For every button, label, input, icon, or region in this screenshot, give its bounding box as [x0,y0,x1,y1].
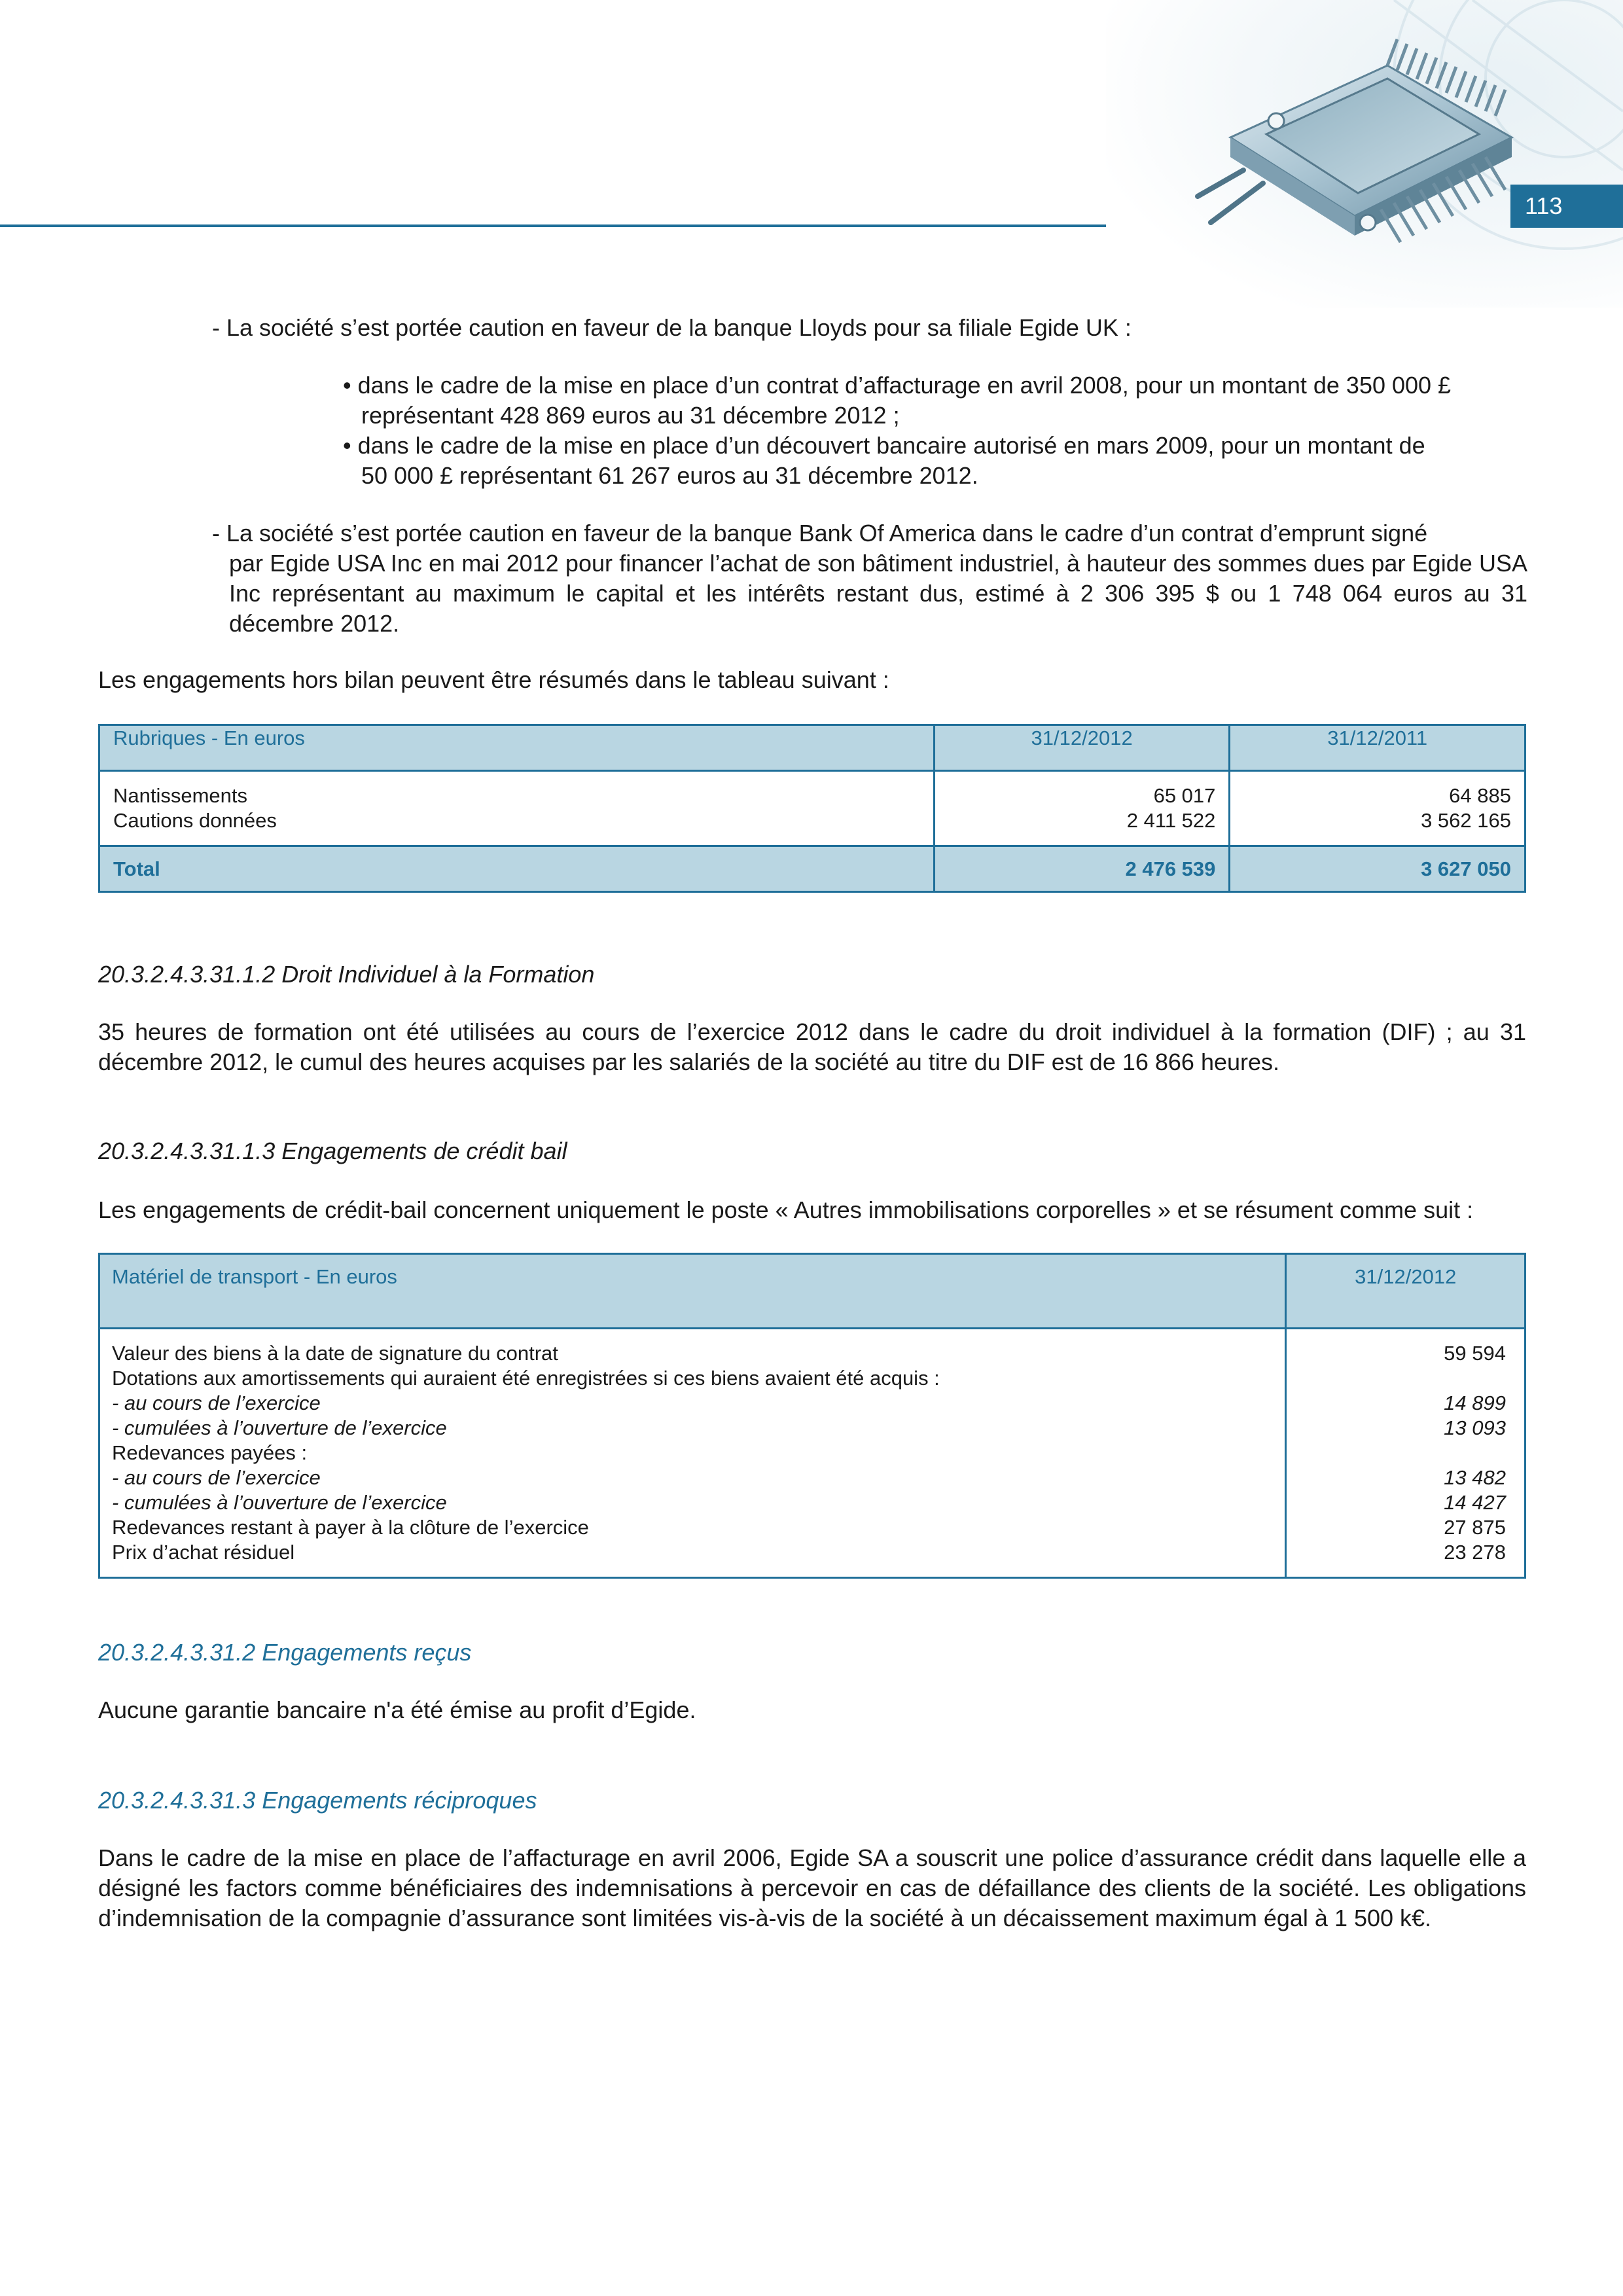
table-cell: 23 278 [1444,1541,1506,1564]
electronic-package-illustration [1106,0,1623,308]
table-row-label: Valeur des biens à la date de signature du contrat [112,1342,558,1365]
table-cell: 2 411 522 [1126,809,1216,832]
table-cell: 64 885 [1449,784,1511,807]
lloyds-guarantee-text: - La société s’est portée caution en faveur de la banque Lloyds pour sa filiale Egide UK : [212,314,1132,341]
table-cell [1287,1441,1506,1465]
engagements-reciproques-heading: 20.3.2.4.3.31.3 Engagements réciproques [98,1787,537,1814]
sub-bullet-1-line1: • dans le cadre de la mise en place d’un contrat d’affacturage en avril 2008, pour un montant de 350 000 £ [343,372,1452,399]
table-cell: 13 482 [1444,1466,1506,1489]
header-rule [0,224,1113,227]
table1-total-label: Total [99,846,935,892]
table-cell: 27 875 [1444,1516,1506,1539]
table2-values [1286,1329,1525,1578]
dif-heading: 20.3.2.4.3.31.1.2 Droit Individuel à la Formation [98,961,595,988]
engagements-recus-heading: 20.3.2.4.3.31.2 Engagements reçus [98,1639,472,1666]
leasing-table [98,1253,1526,1579]
table-row-label: Dotations aux amortissements qui auraient été enregistrées si ces biens avaient été acquis : [112,1367,940,1390]
table1-total-2011: 3 627 050 [1230,846,1525,892]
table-cell: 59 594 [1444,1342,1506,1365]
table-row-label: Prix d’achat résiduel [112,1541,295,1564]
table2-header-2012: 31/12/2012 [1286,1254,1525,1329]
table-row-label: - cumulées à l’ouverture de l’exercice [112,1491,447,1514]
table1-labels [99,771,935,846]
table1-total-2012: 2 476 539 [934,846,1230,892]
table-row-label: Cautions données [113,809,277,832]
table1-header-label: Rubriques - En euros [99,725,935,771]
table-row-label: - au cours de l’exercice [112,1466,321,1489]
sub-bullet-2-line1: • dans le cadre de la mise en place d’un découvert bancaire autorisé en mars 2009, pour un montant de [343,432,1425,459]
engagements-recus-text: Aucune garantie bancaire n'a été émise au profit d’Egide. [98,1696,696,1723]
table1-header-2011: 31/12/2011 [1230,725,1525,771]
table1-values-2011 [1230,771,1525,846]
table-cell: 65 017 [1153,784,1216,807]
table2-header-label: Matériel de transport - En euros [99,1254,1286,1329]
table-cell: 14 427 [1444,1491,1506,1514]
table1-header-2012: 31/12/2012 [934,725,1230,771]
table-cell: 14 899 [1444,1391,1506,1414]
off-balance-sheet-table [98,724,1526,893]
credit-bail-intro: Les engagements de crédit-bail concernent uniquement le poste « Autres immobilisations corporelles » et se résument comme suit : [98,1196,1474,1223]
table1-values-2012 [934,771,1230,846]
page-number-badge: 113 [1510,185,1623,228]
table2-labels [99,1329,1286,1578]
boa-guarantee-line1: - La société s’est portée caution en faveur de la banque Bank Of America dans le cadre d’un contrat d’emprunt signé [212,520,1428,547]
table-cell: 13 093 [1444,1416,1506,1439]
table-row-label: Nantissements [113,784,248,807]
table-row-label: Redevances restant à payer à la clôture de l’exercice [112,1516,589,1539]
boa-guarantee-rest: par Egide USA Inc en mai 2012 pour financer l’achat de son bâtiment industriel, à hauteur des sommes dues par Egide USA Inc représentant au maximum le capital et les intérêts restant dus, estimé à 2 306 395 $ ou 1 748 064 euros au 31 décembre 2012. [229,550,1527,637]
table-cell [1287,1366,1506,1391]
credit-bail-heading: 20.3.2.4.3.31.1.3 Engagements de crédit bail [98,1138,567,1164]
table-cell: 3 562 165 [1421,809,1511,832]
dif-text: 35 heures de formation ont été utilisées au cours de l’exercice 2012 dans le cadre du droit individuel à la formation (DIF) ; au 31 décembre 2012, le cumul des heures acquises par les salariés de la société au titre du DIF est de 16 866 heures. [98,1018,1526,1075]
table-row-label: - au cours de l’exercice [112,1391,321,1414]
table-row-label: Redevances payées : [112,1441,308,1464]
sub-bullet-2-line2: 50 000 £ représentant 61 267 euros au 31 décembre 2012. [361,462,978,489]
engagements-reciproques-text: Dans le cadre de la mise en place de l’affacturage en avril 2006, Egide SA a souscrit une police d’assurance crédit dans laquelle elle a désigné les factors comme bénéficiaires des indemnisations à percevoir en cas de défaillance des clients de la société. Les obligations d’indemnisation de la compagnie d’assurance sont limitées vis-à-vis de la société à un décaissement maximum égal à 1 500 k€. [98,1844,1526,1931]
table-row-label: - cumulées à l’ouverture de l’exercice [112,1416,447,1439]
sub-bullet-1-line2: représentant 428 869 euros au 31 décembre 2012 ; [361,402,900,429]
summary-intro: Les engagements hors bilan peuvent être résumés dans le tableau suivant : [98,666,889,693]
